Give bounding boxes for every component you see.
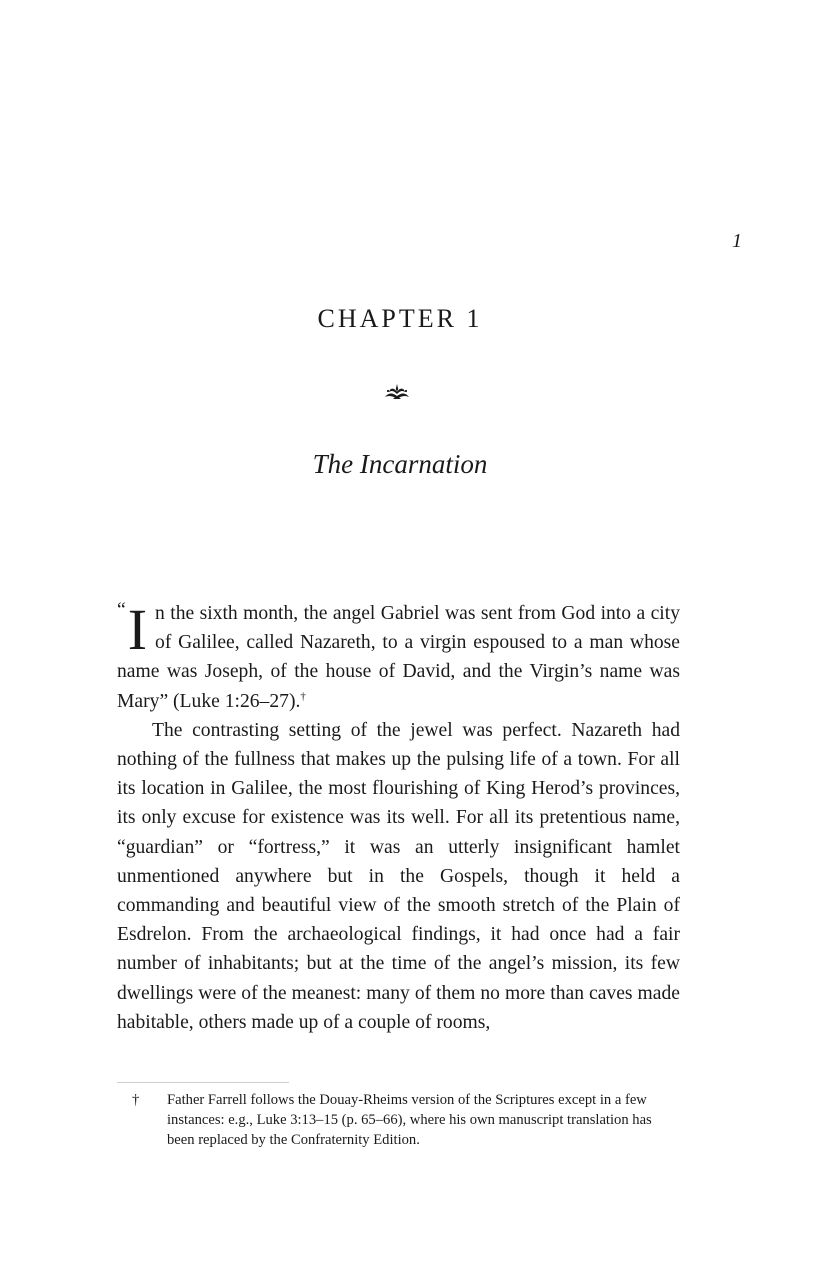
paragraph-1	[117, 599, 680, 716]
chapter-title: The Incarnation	[312, 449, 488, 479]
footnote-reference[interactable]: †	[300, 690, 306, 703]
footnote	[117, 1090, 680, 1150]
page-number: 1	[732, 230, 742, 252]
body-text	[117, 599, 680, 1037]
paragraph-1-text: n the sixth month, the angel Gabriel was sent from God into a city of Galilee, called Nazareth, to a virgin espoused to a man whose name was Joseph, of the house of David, and the Virgin’s name was Mary” (Luke 1:26–27).	[117, 603, 680, 712]
opening-quote: “	[117, 600, 126, 621]
drop-cap: I	[127, 597, 148, 662]
fleuron-ornament-icon	[383, 383, 411, 401]
footnote-mark: †	[132, 1092, 140, 1108]
footnote-divider	[117, 1082, 289, 1083]
footnote-text: Father Farrell follows the Douay-Rheims version of the Scriptures except in a few instances: e.g., Luke 3:13–15 (p. 65–66), where his own manuscript translation has been replaced by the Confraternity Edition.	[167, 1092, 652, 1148]
chapter-heading: CHAPTER 1	[317, 304, 483, 333]
paragraph-2: The contrasting setting of the jewel was perfect. Nazareth had nothing of the fullness that makes up the pulsing life of a town. For all its location in Galilee, the most flourishing of King Herod’s provinces, its only excuse for existence was its well. For all its pretentious name, “guardian” or “fortress,” it was an utterly insignificant hamlet unmentioned anywhere but in the Gospels, though it held a commanding and beautiful view of the smooth stretch of the Plain of Esdrelon. From the archaeological findings, it had once had a fair number of inhabitants; but at the time of the angel’s mission, its few dwellings were of the meanest: many of them no more than caves made habitable, others made up of a couple of rooms,	[117, 719, 680, 1033]
